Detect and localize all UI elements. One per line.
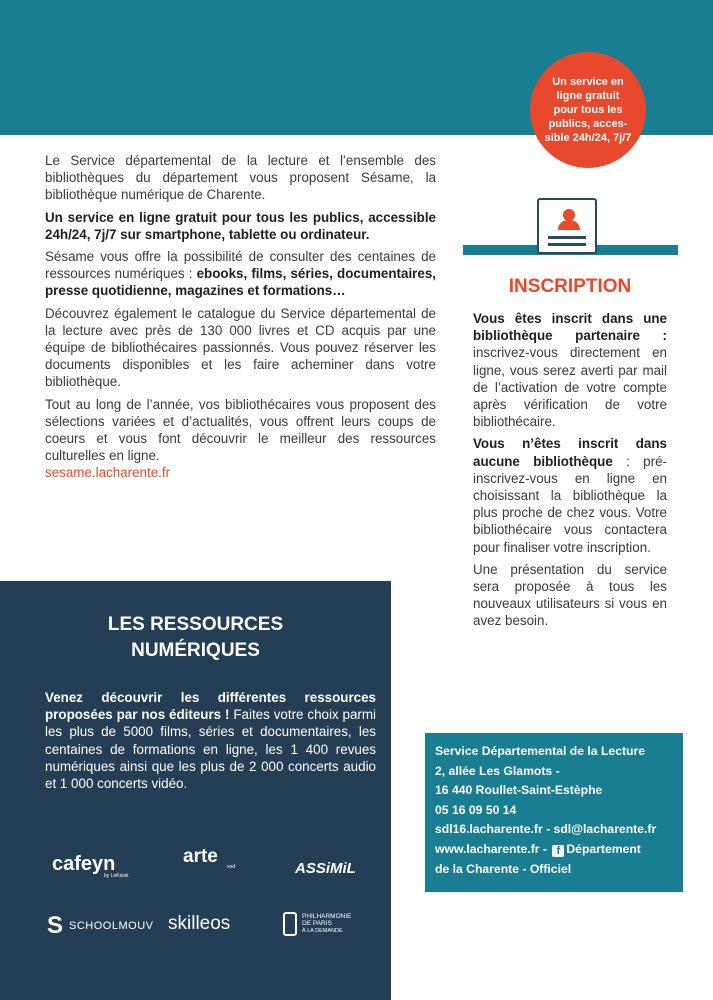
- philharmonie-logo: PHILHARMONIE DE PARIS À LA DEMANDE: [283, 912, 351, 936]
- facebook-icon: f: [552, 845, 564, 857]
- website-email[interactable]: sdl16.lacharente.fr - sdl@lacharente.fr: [435, 822, 657, 837]
- intro-text: [45, 152, 436, 482]
- free-service-badge: Un service en ligne gratuit pour tous les publics, acces- sible 24h/24, 7j/7: [530, 52, 646, 168]
- intro-paragraph-2: Un service en ligne gratuit pour tous les publics, accessible 24h/24, 7j/7 sur smartphone, tablette ou ordinateur.: [45, 209, 436, 242]
- resources-title: LES RESSOURCES NUMÉRIQUES: [107, 614, 284, 661]
- intro-paragraph-3: Sésame vous offre la possibilité de consulter des centaines de ressources numériques : ebooks, films, séries, documentaires, presse quotidienne, magazines et formations…: [45, 249, 436, 299]
- intro-paragraph-1: Le Service départemental de la lecture et l’ensemble des bibliothèques du département vous proposent Sésame, la bibliothèque numérique de Charente.: [45, 153, 436, 203]
- skilleos-logo: skilleos: [168, 913, 231, 934]
- contact-box: Service Départemental de la Lecture 2, allée Les Glamots - 16 440 Roullet-Saint-Estèphe 05 16 09 50 14 sdl16.lacharente.fr - sdl@lacharente.fr www.lacharente.fr - f Département de la Charente - Officiel: [425, 733, 683, 892]
- inscription-title: INSCRIPTION: [508, 276, 632, 297]
- resources-text: Venez découvrir les différentes ressources proposées par nos éditeurs ! Faites votre choix parmi les plus de 5000 films, séries et documentaires, les centaines de formations en ligne, les 1 400 revues numériques ainsi que les plus de 2 000 concerts audio et 1 000 concerts vidéo.: [45, 690, 376, 792]
- inscription-text: Vous êtes inscrit dans une bibliothèque partenaire : inscrivez-vous directement en ligne, vous serez averti par mail de l’activation de votre compte après vérification de votre bibliothécaire. Vous n’êtes inscrit dans aucune bibliothèque : pré-inscrivez-vous en ligne en choisissant la bibliothèque la plus proche de chez vous. Votre bibliothécaire vous contactera pour finaliser votre inscription. Une présentation du service sera proposée à tous les nouveaux utilisateurs si vous en avez besoin.: [473, 311, 667, 629]
- phone-number: 05 16 09 50 14: [435, 802, 517, 817]
- arte-logo: arte vod: [183, 846, 236, 870]
- assimil-logo: ASSiMiL: [295, 860, 356, 877]
- cafeyn-logo: cafeyn by LeKiosk: [52, 853, 129, 879]
- schoolmouv-logo: S SCHOOLMOUV: [47, 912, 154, 939]
- user-card-icon: [537, 198, 597, 254]
- intro-paragraph-5: Tout au long de l’année, vos bibliothécaires vous proposent des sélections variées et d’actualités, vous offrent leurs coups de coeurs et vous font découvrir le meilleur des ressources culturelles en ligne. sesame.lacharente.fr: [45, 396, 436, 481]
- sesame-link[interactable]: sesame.lacharente.fr: [45, 465, 171, 481]
- intro-paragraph-4: Découvrez également le catalogue du Service départemental de la lecture avec près de 130 000 livres et CD acquis par une équipe de bibliothécaires passionnés. Vous pouvez réserver les documents disponibles et les faire acheminer dans votre bibliothèque.: [45, 305, 436, 390]
